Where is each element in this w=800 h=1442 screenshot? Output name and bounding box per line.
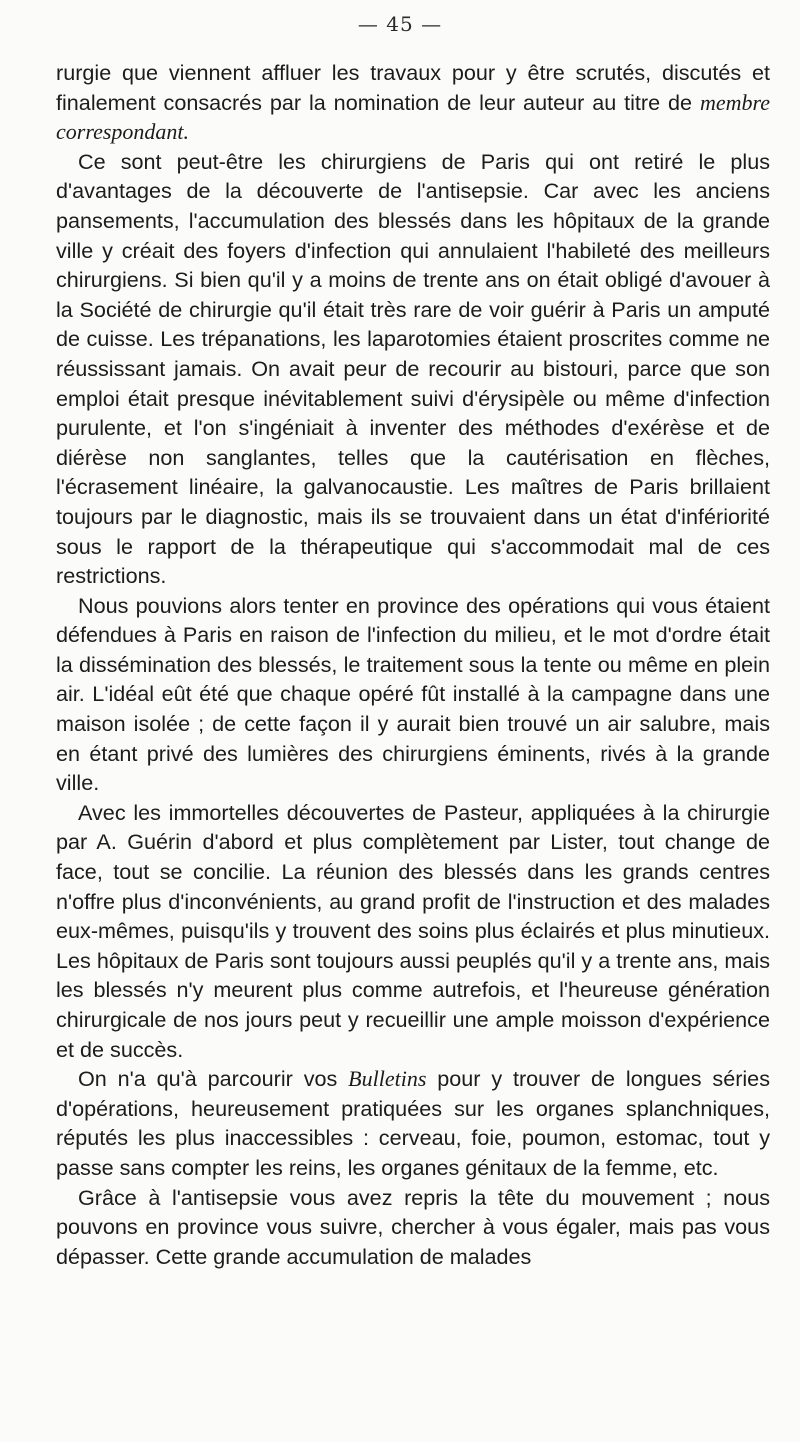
paragraph (56, 798, 770, 1064)
text-run: Nous pouvions alors tenter en province des opérations qui vous étaient défendues à Paris en raison de l'infection du milieu, et le mot d'ordre était la dissémination des blessés, le traitement sous la tente ou même en plein air. L'idéal eût été que chaque opéré fût installé à la campagne dans une maison isolée ; de cette façon il y aurait bien trouvé un air salubre, mais en étant privé des lumières des chirurgiens éminents, rivés à la grande ville. (56, 592, 770, 796)
italic-text-run: Bulletins (348, 1066, 427, 1092)
paragraph (56, 147, 770, 591)
text-run: Grâce à l'antisepsie vous avez repris la tête du mouvement ; nous pouvons en province vous suivre, chercher à vous égaler, mais pas vous dépasser. Cette grande accumulation de malades (56, 1184, 770, 1269)
body-text (56, 58, 770, 1271)
paragraph (56, 591, 770, 798)
text-run: On n'a qu'à parcourir vos (78, 1066, 349, 1092)
paragraph (56, 1064, 770, 1182)
text-run: Avec les immortelles découvertes de Pasteur, appliquées à la chirurgie par A. Guérin d'abord et plus complètement par Lister, tout change de face, tout se concilie. La réunion des blessés dans les grands centres n'offre plus d'inconvénients, au grand profit de l'instruction et des malades eux-mêmes, puisqu'ils y trouvent des soins plus éclairés et plus minutieux. Les hôpitaux de Paris sont toujours aussi peuplés qu'il y a trente ans, mais les blessés n'y meurent plus comme autrefois, et l'heureuse génération chirurgicale de nos jours peut y recueillir une ample moisson d'expérience et de succès. (56, 799, 770, 1062)
italic-text-run: membre correspondant. (56, 89, 770, 145)
text-run: pour y trouver de longues séries d'opérations, heureusement pratiquées sur les organes splanchniques, réputés les plus inaccessibles : cerveau, foie, poumon, estomac, tout y passe sans compter les reins, les organes génitaux de la femme, etc. (56, 1066, 770, 1180)
text-run: rurgie que viennent affluer les travaux pour y être scrutés, discutés et finalement consacrés par la nomination de leur auteur au titre de (56, 60, 770, 115)
paragraph (56, 58, 770, 147)
paragraph (56, 1183, 770, 1272)
text-run: Ce sont peut-être les chirurgiens de Paris qui ont retiré le plus d'avantages de la découverte de l'antisepsie. Car avec les anciens pansements, l'accumulation des blessés dans les hôpitaux de la grande ville y créait des foyers d'infection qui annulaient l'habileté des meilleurs chirurgiens. Si bien qu'il y a moins de trente ans on était obligé d'avouer à la Société de chirurgie qu'il était très rare de voir guérir à Paris un amputé de cuisse. Les trépanations, les laparotomies étaient proscrites comme ne réussissant jamais. On avait peur de recourir au bistouri, parce que son emploi était presque inévitablement suivi d'érysipèle ou même d'infection purulente, et l'on s'ingéniait à inventer des méthodes d'exérèse et de diérèse non sanglantes, telles que la cautérisation en flèches, l'écrasement linéaire, la galvanocaustie. Les maîtres de Paris brillaient toujours par le diagnostic, mais ils se trouvaient dans un état d'infériorité sous le rapport de la thérapeutique qui s'accommodait mal de ces restrictions. (56, 148, 770, 589)
page-number: — 45 — (357, 12, 443, 36)
